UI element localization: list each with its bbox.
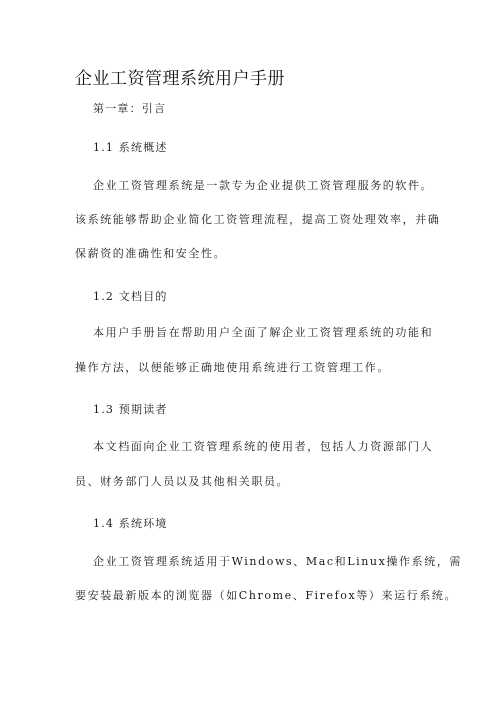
section-heading-readers: 1.3 预期读者: [93, 403, 168, 416]
section-heading-environment: 1.4 系统环境: [93, 517, 168, 530]
paragraph-line: 本文档面向企业工资管理系统的使用者，包括人力资源部门人: [93, 440, 434, 453]
paragraph-line: 操作方法，以便能够正确地使用系统进行工资管理工作。: [75, 361, 390, 374]
document-title: 企业工资管理系统用户手册: [75, 69, 285, 89]
paragraph-line: 要安装最新版本的浏览器（如Chrome、Firefox等）来运行系统。: [75, 589, 458, 602]
paragraph-line: 企业工资管理系统适用于Windows、Mac和Linux操作系统，需: [93, 555, 463, 568]
paragraph-line: 本用户手册旨在帮助用户全面了解企业工资管理系统的功能和: [93, 326, 434, 339]
paragraph-line: 员、财务部门人员以及其他相关职员。: [75, 475, 290, 488]
paragraph-line: 企业工资管理系统是一款专为企业提供工资管理服务的软件。: [93, 179, 434, 192]
section-heading-overview: 1.1 系统概述: [93, 141, 168, 154]
paragraph-line: 保薪资的准确性和安全性。: [75, 247, 227, 260]
paragraph-line: 该系统能够帮助企业简化工资管理流程，提高工资处理效率，并确: [75, 213, 441, 226]
section-heading-purpose: 1.2 文档目的: [93, 290, 168, 303]
chapter-heading: 第一章：引言: [93, 102, 167, 115]
